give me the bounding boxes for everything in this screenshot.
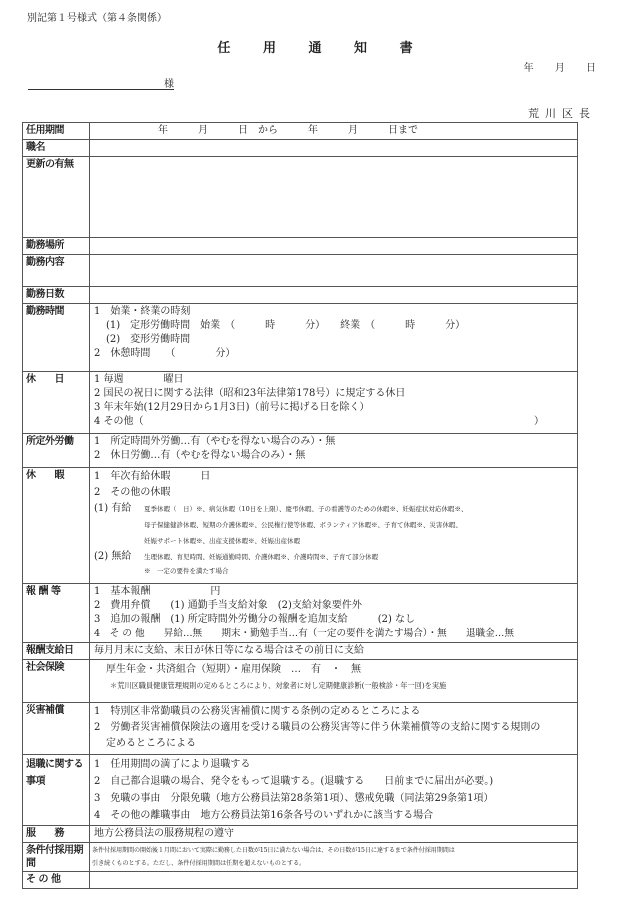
work-hours-line: (2) 変形労働時間 — [106, 334, 191, 345]
row-label: 所定外労働 — [23, 434, 90, 468]
row-job-title — [23, 140, 578, 157]
addressee-field[interactable] — [28, 75, 174, 90]
leave-field[interactable] — [90, 468, 578, 584]
pay-line: 3 追加の報酬 (1) 所定時間外労働分の報酬を追加支給 (2) なし — [94, 614, 416, 625]
holiday-other-close: ） — [534, 416, 544, 427]
work-hours-field[interactable] — [90, 304, 578, 372]
row-label: 勤務場所 — [23, 238, 90, 255]
workplace-field[interactable] — [90, 238, 578, 255]
row-probation — [23, 843, 578, 872]
accident-line: 2 労働者災害補償保険法の適用を受ける職員の公務災害等に伴う休業補償等の支給に関する規則の — [94, 722, 541, 733]
row-accident — [23, 703, 578, 755]
work-days-field[interactable] — [90, 287, 578, 304]
probation-line: 条件付採用期間の開始後１月間において実際に勤務した日数が15日に満たない場合は、その日数が15日に達するまで条件付採用期間は — [92, 847, 455, 854]
row-work-hours — [23, 304, 578, 372]
duties-field[interactable] — [90, 255, 578, 287]
row-label: 休 日 — [23, 372, 90, 434]
leave-line: 1 年次有給休暇 日 — [94, 471, 211, 482]
pay-field[interactable] — [90, 584, 578, 643]
row-pay-day — [23, 643, 578, 660]
unpaid-leave-note: ※ 一定の要件を満たす場合 — [144, 567, 229, 575]
row-label: 更新の有無 — [23, 157, 90, 238]
row-other — [23, 872, 578, 889]
form-number: 別記第１号様式（第４条関係） — [27, 13, 167, 24]
row-label: 報 酬 等 — [23, 584, 90, 643]
retirement-line: 1 任用期間の満了により退職する — [94, 759, 251, 770]
paid-leave-line: 母子保健健診休暇、短期の介護休暇※、公民権行使等休暇、ボランティア休暇※、子育て休暇※、災害休暇、 — [144, 521, 462, 529]
retirement-field[interactable] — [90, 755, 578, 826]
row-renewal — [23, 157, 578, 238]
row-leave — [23, 468, 578, 584]
row-label: 職名 — [23, 140, 90, 157]
accident-line: 定めるところによる — [106, 738, 196, 749]
renewal-field[interactable] — [90, 157, 578, 238]
work-hours-line: 1 始業・終業の時刻 — [94, 306, 191, 317]
issue-date — [506, 59, 596, 74]
date-year-unit: 年 — [523, 63, 534, 74]
row-insurance — [23, 660, 578, 703]
insurance-field[interactable] — [90, 660, 578, 703]
row-overtime — [23, 434, 578, 468]
probation-line: 引き続くものとする。ただし、条件付採用期間は任期を超えないものとする。 — [92, 860, 306, 867]
holiday-other-open: 4 その他（ — [94, 416, 144, 427]
job-title-field[interactable] — [90, 140, 578, 157]
insurance-note: ＊荒川区職員健康管理規則の定めるところにより、対象者に対し定期健康診断(一般検診・年一回)を実施 — [110, 681, 447, 690]
date-month-unit: 月 — [554, 63, 565, 74]
overtime-line: 2 休日労働…有（やむを得ない場合のみ）・無 — [94, 450, 306, 461]
row-label: 休 暇 — [23, 468, 90, 584]
row-label: 退職に関する事項 — [23, 755, 90, 826]
paid-leave-line: 妊娠サポート休暇※、出産支援休暇※、妊娠出産休暇 — [144, 537, 300, 545]
row-label: 服 務 — [23, 826, 90, 843]
retirement-line: 3 免職の事由 分限免職（地方公務員法第28条第1項）、懲戒免職（同法第29条第1項） — [94, 793, 494, 804]
paid-leave-block — [94, 501, 573, 549]
date-day-unit: 日 — [586, 63, 596, 74]
row-term — [23, 123, 578, 140]
row-label: 社会保険 — [23, 660, 90, 703]
title-char: 知 — [354, 41, 368, 56]
accident-line: 1 特別区非常勤職員の公務災害補償に関する条例の定めるところによる — [94, 706, 421, 717]
row-label: 災害補償 — [23, 703, 90, 755]
row-label: 勤務日数 — [23, 287, 90, 304]
issuer-name: 荒川区長 — [528, 107, 596, 120]
holiday-line: 2 国民の祝日に関する法律（昭和23年法律第178号）に規定する休日 — [94, 388, 406, 399]
row-workplace — [23, 238, 578, 255]
retirement-line: 4 その他の離職事由 地方公務員法第16条各号のいずれかに該当する場合 — [94, 810, 434, 821]
title-char: 通 — [308, 41, 322, 56]
accident-field — [90, 703, 578, 755]
overtime-field[interactable] — [90, 434, 578, 468]
paid-leave-line: 夏季休暇（ 日）※、病気休暇（10日を上限）、慶弔休暇、子の看護等のための休暇※、妊娠症状対応休暇※、 — [144, 505, 468, 513]
retirement-line: 2 自己都合退職の場合、発令をもって退職する。(退職する 日前までに届出が必要。) — [94, 776, 494, 787]
document-title — [0, 37, 630, 56]
row-label: 任用期間 — [23, 123, 90, 140]
paid-leave-label: (1) 有給 — [94, 503, 132, 514]
title-char: 任 — [217, 41, 231, 56]
title-char: 書 — [399, 41, 413, 56]
pay-line: 1 基本報酬 円 — [94, 586, 221, 597]
unpaid-leave-block — [94, 549, 573, 577]
term-field[interactable] — [90, 123, 578, 140]
row-holidays — [23, 372, 578, 434]
pay-line: 4 そ の 他 昇給…無 期末・勤勉手当…有（一定の要件を満たす場合）・無 退職金…無 — [94, 628, 514, 639]
row-retirement — [23, 755, 578, 826]
work-hours-line: (1) 定形労働時間 始業 （ 時 分） 終業 （ 時 分） — [106, 320, 466, 331]
leave-line: 2 その他の休暇 — [94, 487, 171, 498]
row-label: 勤務内容 — [23, 255, 90, 287]
row-label: 勤務時間 — [23, 304, 90, 372]
insurance-line: 厚生年金・共済組合（短期）・雇用保険 … 有 ・ 無 — [106, 664, 361, 675]
work-hours-line: 2 休憩時間 （ 分） — [94, 348, 236, 359]
addressee-suffix: 様 — [164, 79, 174, 90]
service-field: 地方公務員法の服務規程の遵守 — [90, 826, 578, 843]
term-text: 年 月 日 から 年 月 日まで — [158, 125, 418, 136]
row-label: そ の 他 — [23, 872, 90, 889]
row-work-days — [23, 287, 578, 304]
row-label: 報酬支給日 — [23, 643, 90, 660]
holidays-field[interactable] — [90, 372, 578, 434]
pay-day-field: 毎月月末に支給、末日が休日等になる場合はその前日に支給 — [90, 643, 578, 660]
unpaid-leave-line: 生理休暇、育児時間、妊娠通勤時間、介護休暇※、介護時間※、子育て部分休暇 — [144, 553, 378, 561]
appointment-form-table — [22, 122, 578, 889]
holiday-line — [94, 415, 573, 429]
pay-line: 2 費用弁償 (1) 通勤手当支給対象 (2)支給対象要件外 — [94, 600, 362, 611]
probation-field — [90, 843, 578, 872]
row-duties — [23, 255, 578, 287]
holiday-line: 1 毎週 曜日 — [94, 374, 184, 385]
unpaid-leave-label: (2) 無給 — [94, 551, 132, 562]
holiday-line: 3 年末年始(12月29日から1月3日)（前号に掲げる日を除く） — [94, 402, 370, 413]
title-char: 用 — [262, 41, 276, 56]
row-service — [23, 826, 578, 843]
other-field[interactable] — [90, 872, 578, 889]
row-pay — [23, 584, 578, 643]
row-label: 条件付採用期間 — [23, 843, 90, 872]
overtime-line: 1 所定時間外労働…有（やむを得ない場合のみ）・無 — [94, 436, 336, 447]
